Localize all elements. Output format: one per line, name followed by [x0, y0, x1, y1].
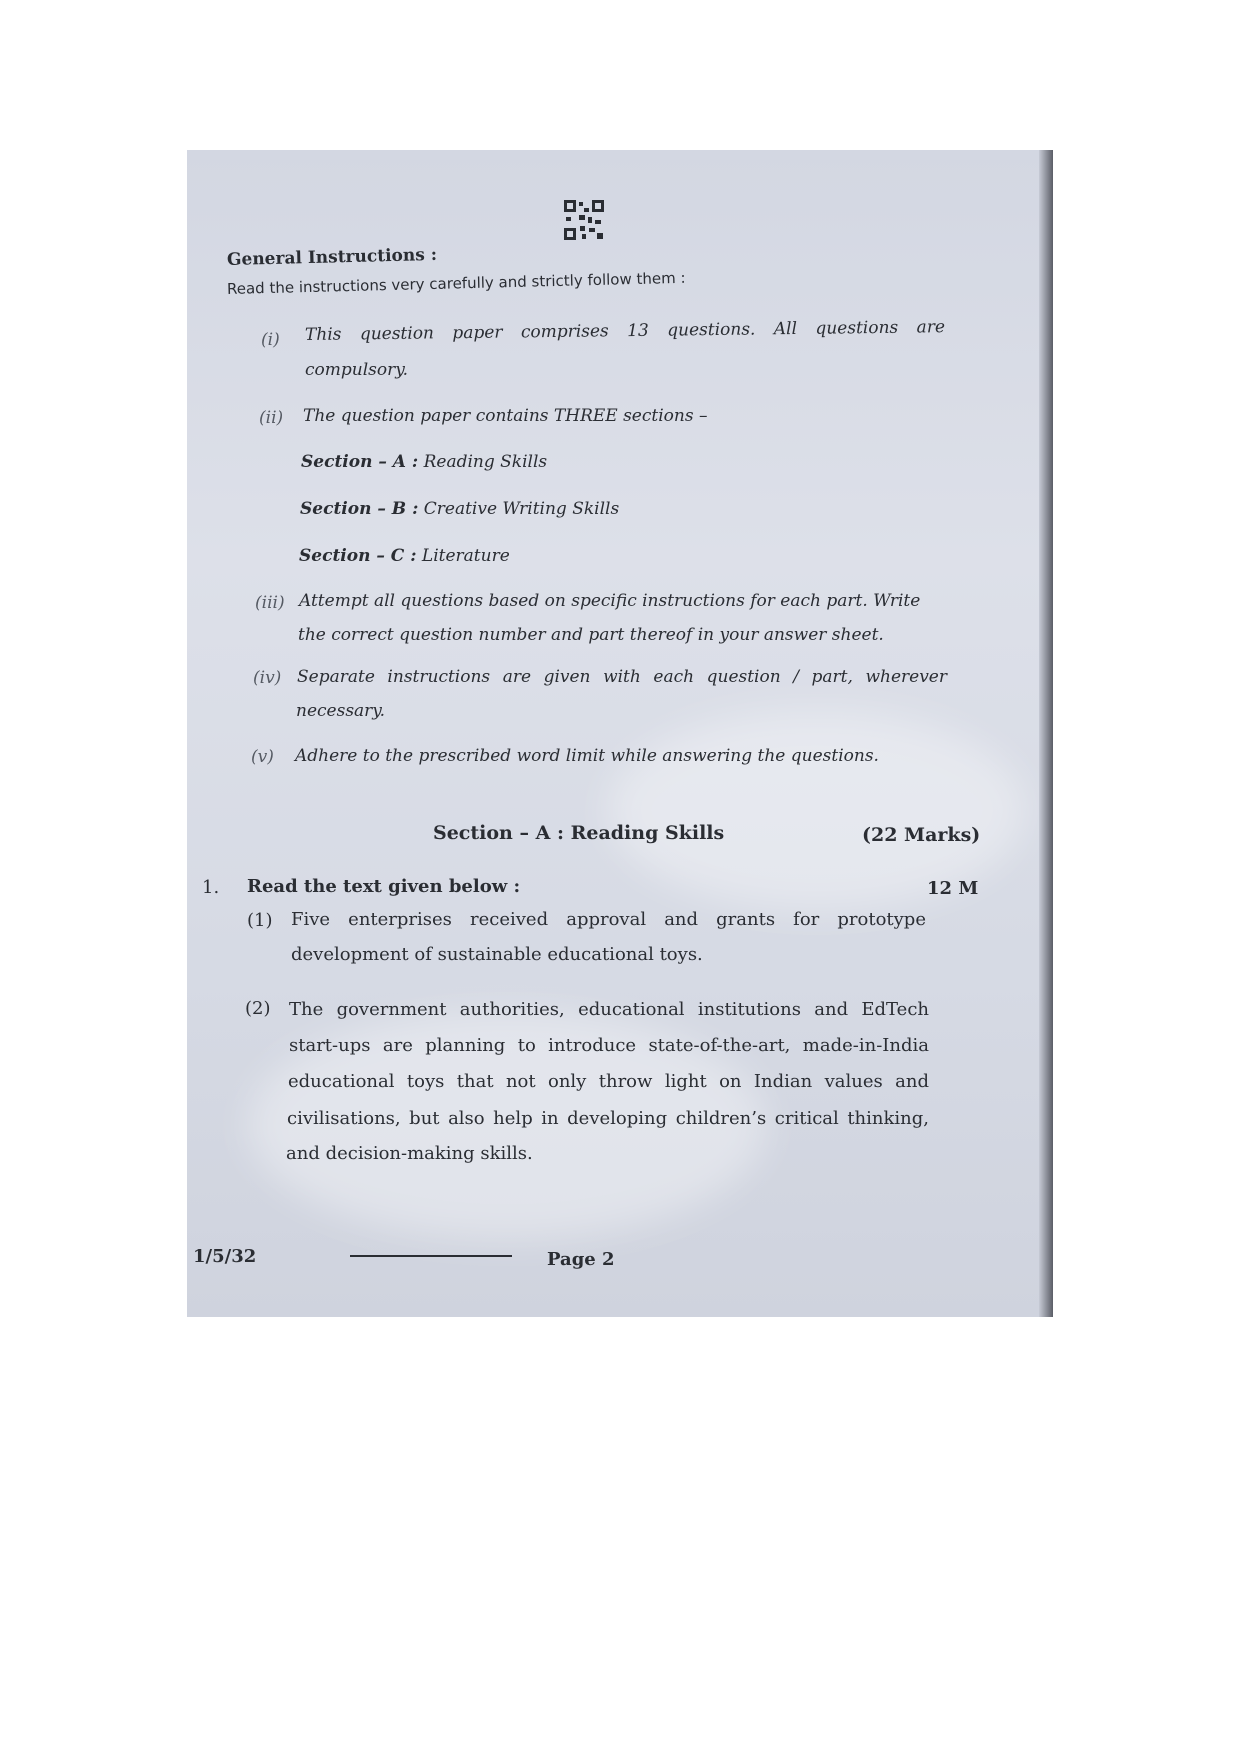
- question-prompt: Read the text given below :: [247, 876, 521, 897]
- section-list-item: [301, 452, 547, 472]
- paragraph-line: and decision-making skills.: [286, 1143, 533, 1164]
- section-label: Section – B :: [300, 499, 419, 519]
- paragraph-line: civilisations, but also help in developing children’s critical thinking,: [287, 1108, 929, 1129]
- instruction-line: necessary.: [296, 701, 386, 721]
- general-instructions-lead: Read the instructions very carefully and strictly follow them :: [226, 268, 686, 298]
- item-number: (ii): [259, 408, 284, 428]
- instruction-line: Separate instructions are given with each question / part, wherever: [297, 667, 947, 687]
- section-label: Section – C :: [299, 546, 417, 566]
- instruction-line: Adhere to the prescribed word limit while answering the questions.: [295, 746, 879, 766]
- instruction-line: compulsory.: [305, 360, 408, 380]
- section-name: Creative Writing Skills: [423, 499, 620, 519]
- page-number: Page 2: [547, 1249, 615, 1270]
- section-a-title: Section – A : Reading Skills: [433, 822, 725, 844]
- section-list-item: [300, 499, 619, 519]
- section-name: Reading Skills: [423, 452, 548, 472]
- item-number: (v): [251, 747, 274, 767]
- qr-code-icon: [564, 200, 604, 240]
- question-marks: 12 M: [927, 878, 979, 899]
- general-instructions-title: General Instructions :: [226, 244, 438, 270]
- paragraph-line: development of sustainable educational toys.: [291, 944, 703, 965]
- section-name: Literature: [421, 546, 510, 566]
- instruction-line: This question paper comprises 13 questions. All questions are: [304, 317, 946, 345]
- paragraph-line: Five enterprises received approval and grants for prototype: [291, 909, 926, 930]
- question-number: 1.: [202, 877, 220, 898]
- item-number: (iii): [255, 593, 285, 613]
- section-label: Section – A :: [301, 452, 419, 472]
- paragraph-line: educational toys that not only throw light on Indian values and: [288, 1071, 929, 1092]
- instruction-line: The question paper contains THREE sections –: [303, 406, 708, 426]
- paragraph-line: The government authorities, educational institutions and EdTech: [289, 999, 929, 1020]
- instruction-line: the correct question number and part thereof in your answer sheet.: [298, 625, 884, 645]
- item-number: (iv): [253, 668, 282, 688]
- section-a-marks: (22 Marks): [862, 824, 981, 846]
- item-number: (i): [261, 330, 280, 350]
- instruction-line: Attempt all questions based on specific instructions for each part. Write: [299, 591, 921, 611]
- paragraph-line: start-ups are planning to introduce state-of-the-art, made-in-India: [289, 1035, 929, 1056]
- paragraph-number: (1): [247, 910, 273, 931]
- document-photo: [187, 150, 1053, 1317]
- paragraph-number: (2): [245, 998, 271, 1019]
- paper-code: 1/5/32: [193, 1246, 257, 1267]
- section-list-item: [299, 546, 510, 566]
- footer-rule: [350, 1255, 512, 1257]
